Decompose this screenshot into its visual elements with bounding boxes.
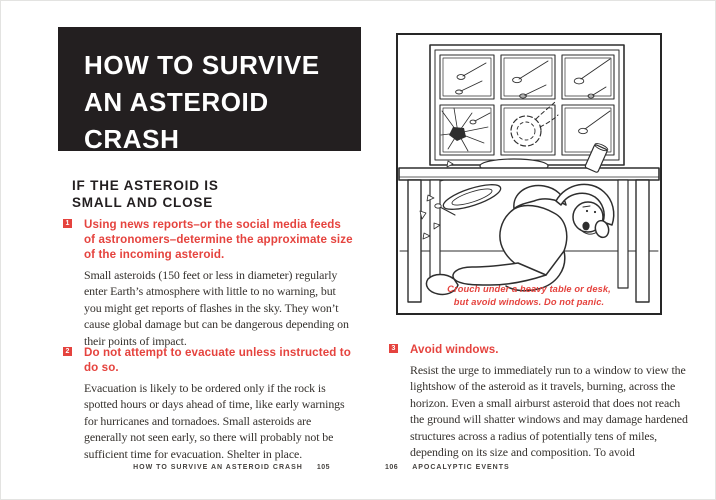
- step-1: [65, 217, 354, 349]
- running-footer-right: [385, 464, 510, 471]
- illustration-frame: [396, 33, 662, 315]
- step-3-heading: Avoid windows.: [410, 343, 499, 356]
- chapter-title-line: HOW TO SURVIVE: [84, 50, 320, 80]
- crouch-under-table-illustration: [398, 35, 660, 313]
- page-number: 106: [385, 464, 399, 471]
- step-1-body: Small asteroids (150 feet or less in diameter) regularly enter Earth’s atmosphere with little to no warning, but you might get reports of flashes in the sky. They won’t cause global damage but can be dangerous depending on their points of impact.: [84, 268, 349, 348]
- step-3-body: Resist the urge to immediately run to a window to view the lightshow of the asteroid as it travels, burning, across the horizon. Even a small airburst asteroid that does not reach the ground will shatter windows and may damage hardened structures across a radius of potentially tens of miles, depending on its size and composition. To avoid: [410, 363, 688, 460]
- chapter-title-banner: [58, 27, 361, 154]
- chapter-title-line: CRASH: [84, 124, 180, 154]
- step-1-heading: Using news reports–or the social media feeds of astronomers–determine the approximate size of the incoming asteroid.: [84, 218, 353, 261]
- page-number: 105: [316, 464, 330, 471]
- footer-title: HOW TO SURVIVE AN ASTEROID CRASH: [133, 464, 303, 471]
- step-number-badge: 1: [63, 219, 72, 228]
- footer-title: APOCALYPTIC EVENTS: [412, 464, 510, 471]
- chapter-title-line: AN ASTEROID: [84, 87, 269, 117]
- step-3: [391, 342, 692, 460]
- illustration-caption: [398, 283, 660, 308]
- section-heading: [72, 177, 219, 211]
- chapter-title: [84, 47, 361, 158]
- caption-line: Crouch under a heavy table or desk,: [447, 284, 611, 294]
- step-2-heading: Do not attempt to evacuate unless instructed to do so.: [84, 346, 351, 374]
- step-2-body: Evacuation is likely to be ordered only if the rock is spotted hours or days ahead of time, like early warnings for hurricanes and tornadoes. Small asteroids are generally not seen early, so there will probably not be sufficient time for evacuation. Shelter in place.: [84, 381, 345, 461]
- caption-line: but avoid windows. Do not panic.: [453, 296, 605, 307]
- running-footer-left: [58, 464, 330, 471]
- step-2: [65, 345, 354, 462]
- step-number-badge: 3: [389, 344, 398, 353]
- section-heading-line: IF THE ASTEROID IS: [72, 178, 219, 193]
- section-heading-line: SMALL AND CLOSE: [72, 195, 214, 210]
- step-number-badge: 2: [63, 347, 72, 356]
